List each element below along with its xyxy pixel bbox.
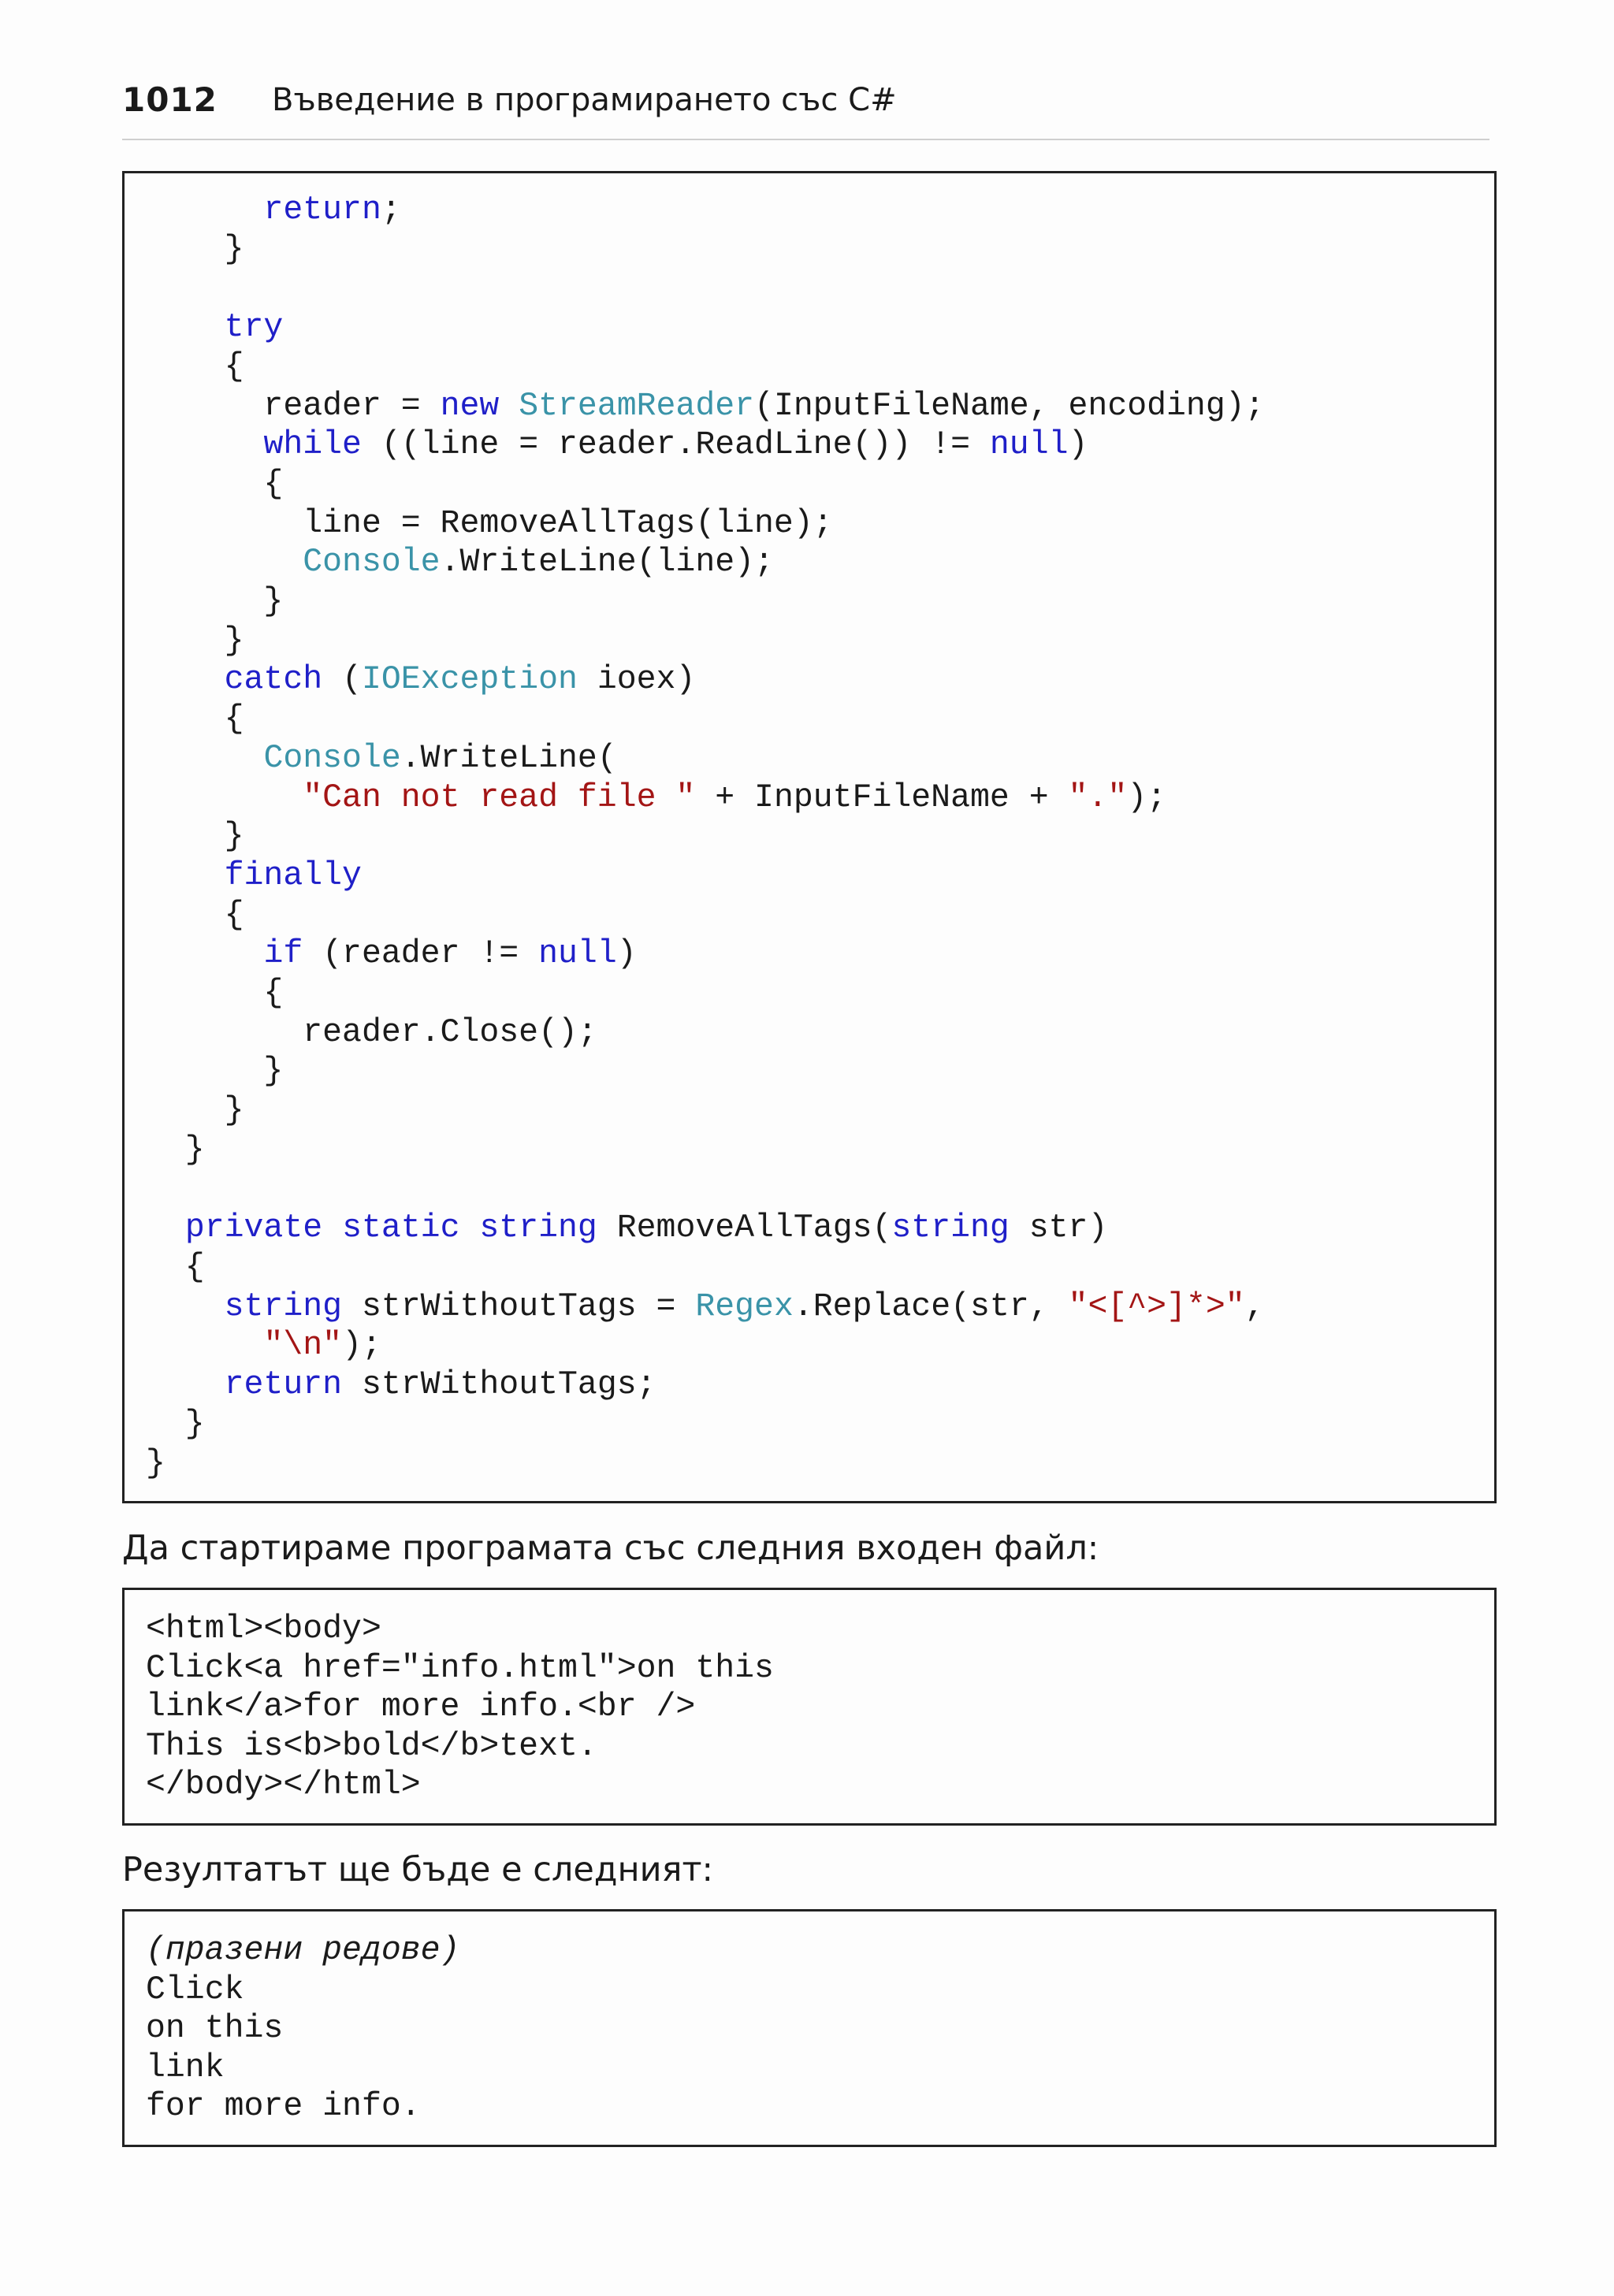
code-token: ( (322, 661, 362, 699)
input-file-box (122, 1588, 1497, 1826)
code-token: ; (381, 191, 401, 228)
code-token: ) (1068, 426, 1088, 464)
code-token (322, 1209, 342, 1246)
code-token: } (146, 1444, 165, 1482)
code-token: ((line = reader.ReadLine()) != (361, 426, 990, 464)
code-token: } (146, 1092, 244, 1130)
code-token: new (440, 387, 500, 425)
code-line (146, 1326, 1265, 1365)
input-line (146, 1610, 774, 1649)
code-token: .WriteLine( (400, 739, 617, 777)
code-token (499, 388, 519, 425)
code-token (146, 1327, 263, 1364)
code-token (146, 1366, 225, 1403)
code-token: string (891, 1209, 1010, 1247)
code-token: { (146, 1248, 205, 1286)
code-token: return (224, 1366, 343, 1404)
code-token: return (263, 191, 381, 228)
code-line (146, 700, 1265, 739)
code-token: { (146, 975, 284, 1012)
code-line (146, 308, 1265, 347)
code-line (146, 387, 1265, 426)
paragraph-input-intro: Да стартираме програмата със следния входен файл: (122, 1529, 1099, 1568)
code-line (146, 1365, 1265, 1405)
code-token: (reader != (303, 935, 539, 973)
code-line (146, 817, 1265, 856)
code-token: str) (1009, 1209, 1108, 1247)
code-token: { (146, 465, 284, 503)
code-token: { (146, 347, 244, 385)
code-token: link (146, 2049, 225, 2086)
output-listing (146, 1931, 459, 2127)
code-token: IOException (361, 661, 578, 699)
code-line (146, 778, 1265, 818)
output-line (146, 2087, 459, 2127)
output-line (146, 2049, 459, 2088)
output-line (146, 1971, 459, 2010)
output-line (146, 1931, 459, 1971)
code-token (146, 779, 303, 816)
code-line (146, 504, 1265, 544)
code-token: } (146, 1405, 205, 1443)
code-line (146, 1091, 1265, 1131)
page-number: 1012 (122, 80, 218, 119)
code-line (146, 660, 1265, 700)
code-token: line = RemoveAllTags(line); (146, 504, 833, 542)
code-token: if (263, 935, 303, 973)
code-token (146, 1288, 225, 1325)
input-line (146, 1727, 774, 1767)
code-token: This is<b>bold</b>text. (146, 1727, 597, 1765)
code-token: Console (303, 544, 441, 581)
code-token: <html><body> (146, 1611, 381, 1648)
code-token: } (146, 818, 244, 856)
code-token: finally (224, 856, 362, 894)
code-token: "Can not read file " (303, 778, 696, 816)
paragraph-result-intro: Резултатът ще бъде е следният: (122, 1850, 714, 1889)
code-token: catch (224, 661, 323, 699)
code-line (146, 856, 1265, 896)
code-token: for more info. (146, 2088, 421, 2125)
code-line (146, 974, 1265, 1013)
code-token: "\n" (263, 1327, 343, 1365)
code-token: </body></html> (146, 1767, 421, 1804)
code-token (146, 191, 263, 228)
code-line (146, 739, 1265, 778)
code-token (146, 1209, 185, 1246)
code-token: RemoveAllTags( (597, 1209, 892, 1247)
code-line (146, 543, 1265, 582)
code-token: reader = (146, 387, 441, 425)
code-token: string (224, 1287, 343, 1325)
code-token: { (146, 700, 244, 738)
input-line (146, 1688, 774, 1727)
code-token: link</a>for more info.<br /> (146, 1689, 696, 1726)
code-line (146, 1405, 1265, 1444)
code-token: , (1244, 1287, 1265, 1325)
code-line (146, 465, 1265, 504)
code-line (146, 1170, 1265, 1209)
code-token: (празени редове) (146, 1932, 460, 1969)
code-line (146, 896, 1265, 935)
page-header (122, 80, 1489, 140)
code-token: ) (616, 935, 637, 973)
code-line (146, 425, 1265, 465)
code-line (146, 230, 1265, 269)
code-token: on this (146, 2010, 284, 2047)
code-token: "<[^>]*>" (1068, 1287, 1245, 1325)
code-line (146, 622, 1265, 661)
code-line (146, 191, 1265, 230)
code-token: ); (1127, 778, 1167, 816)
input-line (146, 1766, 774, 1805)
code-token: Click<a href="info.html">on this (146, 1649, 774, 1687)
code-listing (146, 191, 1265, 1483)
code-token (146, 935, 263, 972)
code-token (146, 544, 303, 581)
code-token (146, 661, 225, 698)
code-token (460, 1209, 480, 1246)
code-token (146, 857, 225, 894)
code-line (146, 1013, 1265, 1053)
code-listing-box (122, 171, 1497, 1503)
code-token: StreamReader (519, 387, 755, 425)
code-line (146, 1052, 1265, 1091)
code-token: while (263, 426, 362, 464)
input-line (146, 1649, 774, 1689)
code-token (146, 309, 225, 346)
code-token: } (146, 622, 244, 659)
code-token: ioex) (577, 661, 696, 699)
code-line (146, 582, 1265, 622)
output-line (146, 2009, 459, 2049)
code-token: try (224, 309, 284, 347)
code-line (146, 1131, 1265, 1170)
code-token: } (146, 583, 284, 621)
code-token: { (146, 896, 244, 934)
code-token: reader.Close(); (146, 1013, 597, 1051)
code-token: null (989, 426, 1069, 464)
book-title: Въведение в програмирането със C# (272, 82, 897, 118)
code-token: } (146, 1131, 205, 1168)
code-token: private (184, 1209, 323, 1247)
code-token: } (146, 230, 244, 268)
code-line (146, 1248, 1265, 1287)
code-token: Click (146, 1971, 244, 2008)
code-token: Console (263, 739, 401, 777)
code-token: } (146, 1053, 284, 1090)
code-line (146, 269, 1265, 308)
code-token: strWithoutTags = (342, 1287, 696, 1325)
code-line (146, 1287, 1265, 1327)
code-line (146, 1209, 1265, 1248)
code-token: .Replace(str, (793, 1287, 1069, 1325)
code-token: + InputFileName + (695, 778, 1069, 816)
code-token: .WriteLine(line); (440, 544, 774, 581)
code-token: "." (1068, 778, 1128, 816)
code-token: static (342, 1209, 460, 1247)
code-token: null (538, 935, 617, 973)
output-box (122, 1909, 1497, 2147)
code-line (146, 1444, 1265, 1484)
code-token: ); (342, 1327, 381, 1365)
code-token: strWithoutTags; (342, 1366, 656, 1404)
input-file-listing (146, 1610, 774, 1805)
code-token: Regex (695, 1287, 794, 1325)
code-token (146, 426, 263, 463)
code-line (146, 347, 1265, 387)
code-token: string (479, 1209, 597, 1247)
code-line (146, 934, 1265, 974)
code-token: (InputFileName, encoding); (754, 387, 1265, 425)
code-token (146, 740, 263, 777)
